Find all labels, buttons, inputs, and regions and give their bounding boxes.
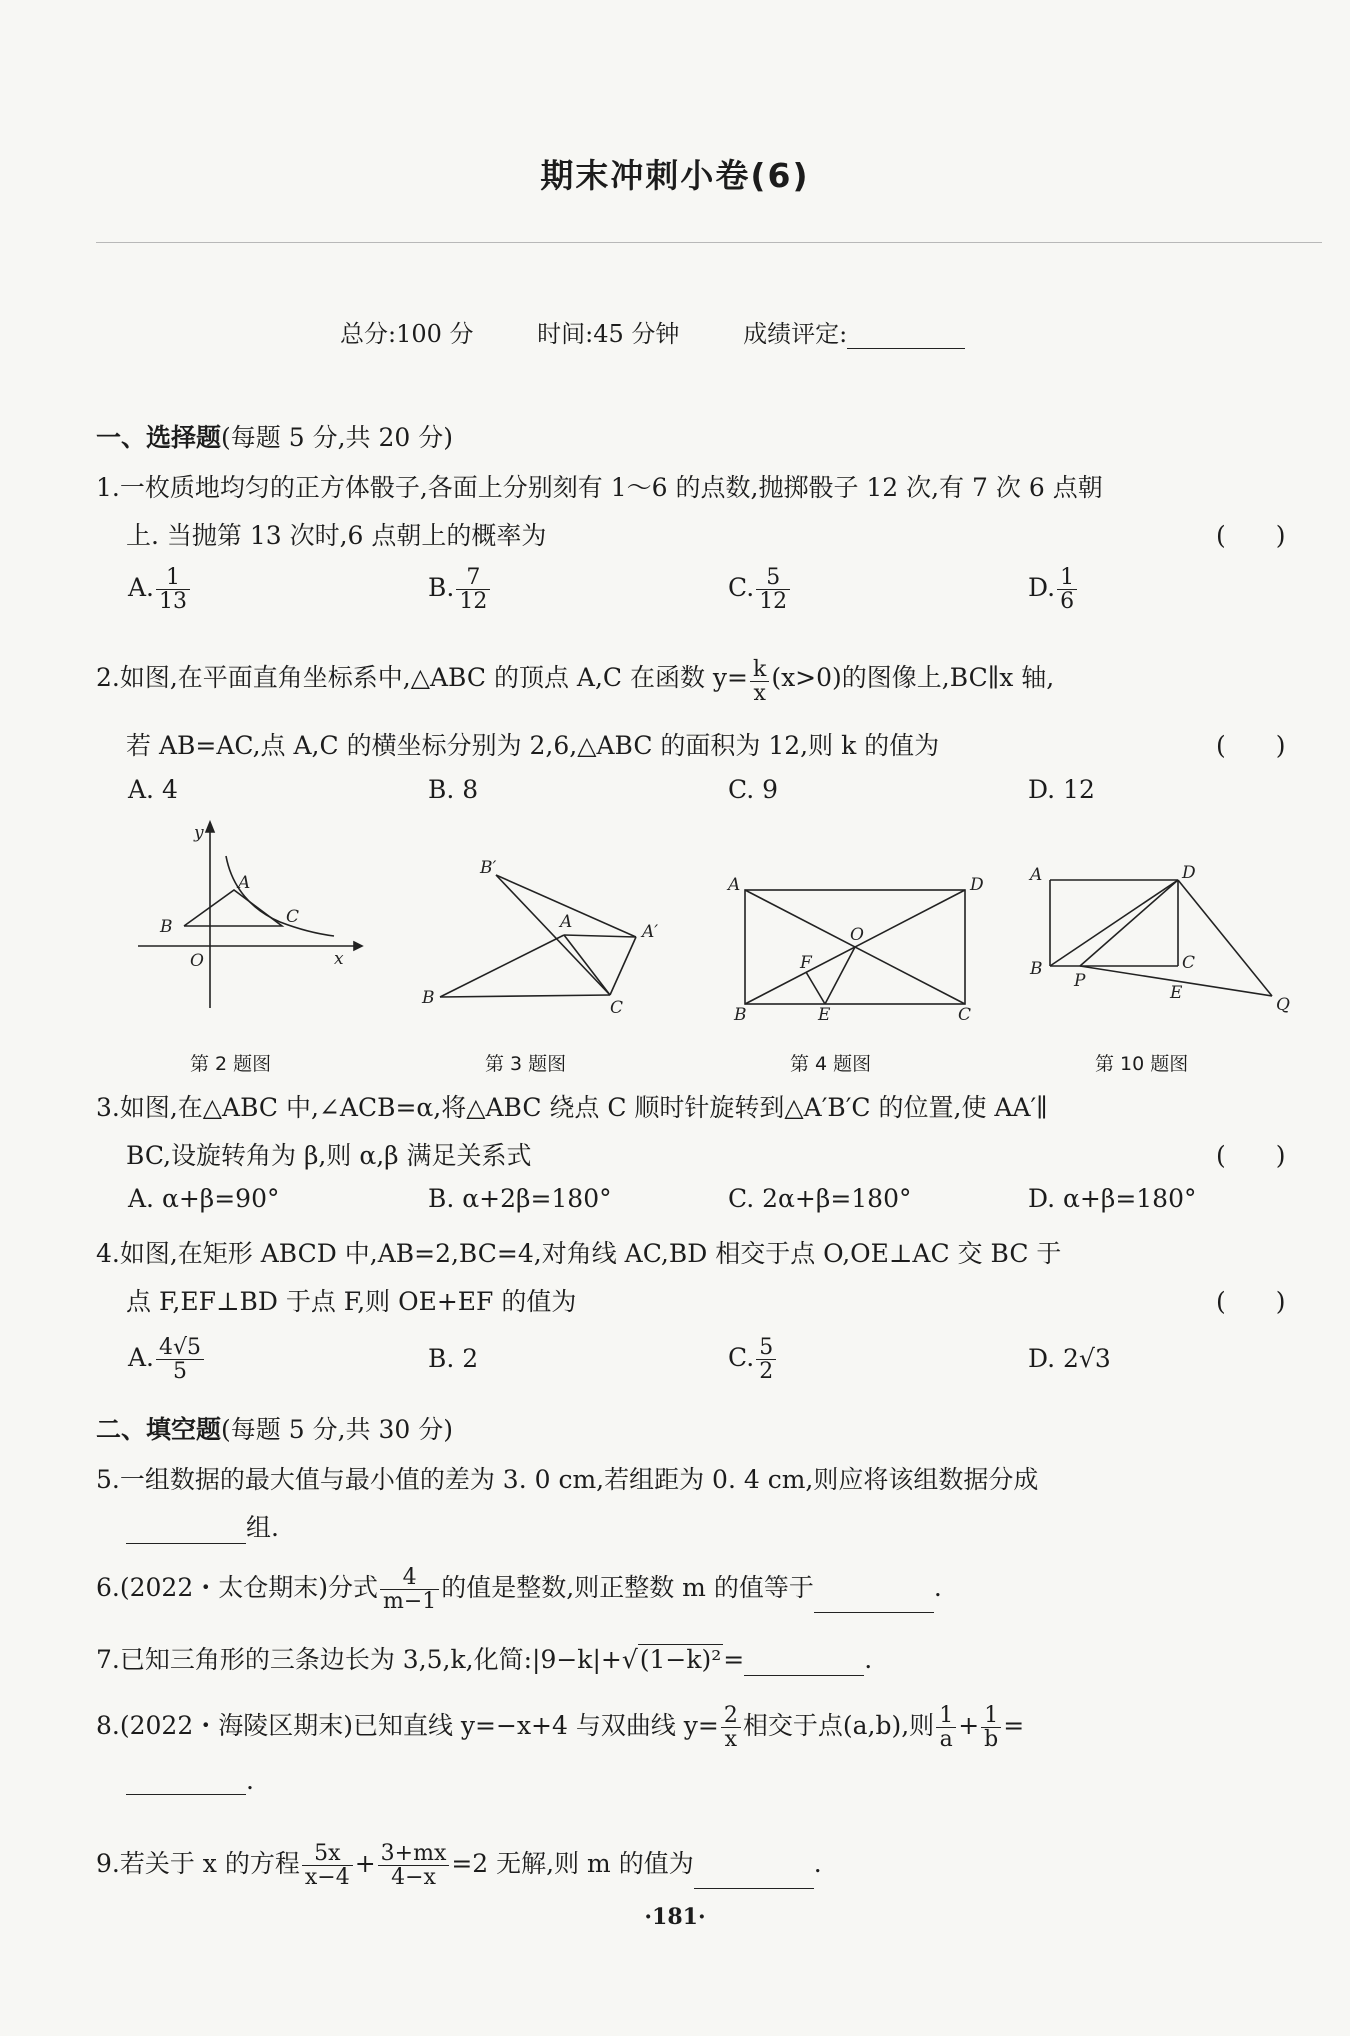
q5-line2: 组.	[126, 1508, 279, 1544]
q2-option-a[interactable]: A. 4	[128, 775, 178, 804]
q2-line1: 2.如图,在平面直角坐标系中,△ABC 的顶点 A,C 在函数 y= $\frac{k}{x}$ (x>0)的图像上,BC∥x 轴,	[96, 657, 1055, 707]
caption-fig4: 第 4 题图	[790, 1053, 872, 1075]
label-d: D	[1182, 863, 1196, 883]
q3-option-b[interactable]: B. α+2β=180°	[428, 1184, 612, 1213]
label-c: C	[286, 907, 300, 927]
label-a-prime: A′	[642, 922, 659, 942]
q3-line2: BC,设旋转角为 β,则 α,β 满足关系式	[126, 1141, 532, 1170]
q1-option-a[interactable]: A. $\frac{1}{13}$	[128, 566, 192, 613]
label-q: Q	[1276, 995, 1290, 1015]
q9-answer-blank[interactable]	[694, 1864, 814, 1889]
q2-option-b[interactable]: B. 8	[428, 775, 479, 804]
q3-option-a[interactable]: A. α+β=90°	[128, 1184, 280, 1213]
q4-option-a[interactable]: A. $\frac{4√5}{5}$	[128, 1336, 206, 1383]
q8-line2: .	[126, 1766, 254, 1795]
label-x: x	[334, 949, 344, 969]
figure-q4	[720, 870, 990, 1020]
label-a: A	[238, 873, 251, 893]
grade-label: 成绩评定:	[743, 320, 848, 348]
q4-option-b[interactable]: B. 2	[428, 1344, 479, 1373]
q1-line1: 1.一枚质地均匀的正方体骰子,各面上分别刻有 1～6 的点数,抛掷骰子 12 次,有 7 次 6 点朝	[96, 473, 1103, 502]
figure-q2	[130, 818, 370, 1018]
q4-line1: 4.如图,在矩形 ABCD 中,AB=2,BC=4,对角线 AC,BD 相交于点 O,OE⊥AC 交 BC 于	[96, 1239, 1062, 1268]
caption-fig10: 第 10 题图	[1095, 1053, 1189, 1075]
q2-option-c[interactable]: C. 9	[728, 775, 779, 804]
label-a: A	[560, 912, 573, 932]
q3-option-c[interactable]: C. 2α+β=180°	[728, 1184, 912, 1213]
q1-answer-paren[interactable]: ( )	[1216, 521, 1286, 550]
label-b-prime: B′	[480, 858, 497, 878]
q4-line2: 点 F,EF⊥BD 于点 F,则 OE+EF 的值为	[126, 1287, 577, 1316]
grade-blank[interactable]	[847, 324, 965, 349]
q5-answer-blank[interactable]	[126, 1519, 246, 1544]
label-y: y	[194, 823, 204, 843]
q6-line: 6.(2022・太仓期末)分式 $\frac{4}{m-1}$ 的值是整数,则正整数 m 的值等于 .	[96, 1565, 942, 1615]
label-c: C	[610, 998, 624, 1018]
label-b: B	[422, 988, 435, 1008]
q5-line1: 5.一组数据的最大值与最小值的差为 3. 0 cm,若组距为 0. 4 cm,则应将该组数据分成	[96, 1465, 1039, 1494]
q1-option-b[interactable]: B. $\frac{7}{12}$	[428, 566, 492, 613]
q4-option-c[interactable]: C. $\frac{5}{2}$	[728, 1336, 778, 1383]
q1-option-d[interactable]: D. $\frac{1}{6}$	[1028, 566, 1079, 613]
figure-q3	[418, 845, 668, 1020]
q2-option-d[interactable]: D. 12	[1028, 775, 1095, 804]
label-f: F	[800, 953, 812, 973]
page-title: 期末冲刺小卷(6)	[540, 156, 810, 195]
label-o: O	[190, 951, 204, 971]
label-a: A	[728, 875, 741, 895]
triangle-abc	[184, 890, 282, 926]
label-e: E	[818, 1005, 831, 1020]
q7-line: 7.已知三角形的三条边长为 3,5,k,化简:|9−k|+√(1−k)²= .	[96, 1645, 873, 1674]
total-score: 总分:100 分	[340, 320, 474, 348]
caption-fig2: 第 2 题图	[190, 1053, 272, 1075]
label-b: B	[734, 1005, 747, 1020]
q3-line1: 3.如图,在△ABC 中,∠ACB=α,将△ABC 绕点 C 顺时针旋转到△A′B′C 的位置,使 AA′∥	[96, 1093, 1048, 1122]
q7-answer-blank[interactable]	[744, 1651, 864, 1676]
q2-answer-paren[interactable]: ( )	[1216, 731, 1286, 760]
q4-answer-paren[interactable]: ( )	[1216, 1287, 1286, 1316]
label-o: O	[850, 925, 864, 945]
label-b: B	[160, 917, 173, 937]
q1-option-c[interactable]: C. $\frac{5}{12}$	[728, 566, 792, 613]
q8-answer-blank[interactable]	[126, 1770, 246, 1795]
q4-option-d[interactable]: D. 2√3	[1028, 1344, 1111, 1373]
title-divider	[96, 242, 1322, 243]
q3-answer-paren[interactable]: ( )	[1216, 1141, 1286, 1170]
q1-line2: 上. 当抛第 13 次时,6 点朝上的概率为	[126, 521, 547, 550]
label-c: C	[1182, 953, 1196, 973]
label-b: B	[1030, 959, 1043, 979]
label-d: D	[970, 875, 984, 895]
q8-line1: 8.(2022・海陵区期末)已知直线 y=−x+4 与双曲线 y= $\frac{2}{x}$ 相交于点(a,b),则 $\frac{1}{a}$ + $\frac{1}{b}$ =	[96, 1703, 1025, 1753]
exam-meta	[340, 314, 965, 349]
label-a: A	[1030, 865, 1043, 885]
label-c: C	[958, 1005, 972, 1020]
caption-fig3: 第 3 题图	[485, 1053, 567, 1075]
q9-line: 9.若关于 x 的方程 $\frac{5x}{x-4}$ + $\frac{3+mx}{4-x}$ =2 无解,则 m 的值为 .	[96, 1841, 822, 1891]
label-e: E	[1170, 983, 1183, 1003]
label-p: P	[1074, 971, 1086, 991]
q2-line2: 若 AB=AC,点 A,C 的横坐标分别为 2,6,△ABC 的面积为 12,则 k 的值为	[126, 731, 940, 760]
section-choice: 一、选择题(每题 5 分,共 20 分)	[96, 423, 453, 452]
q3-option-d[interactable]: D. α+β=180°	[1028, 1184, 1197, 1213]
section-fill: 二、填空题(每题 5 分,共 30 分)	[96, 1415, 453, 1444]
page-number: ·181·	[644, 1904, 706, 1930]
q6-answer-blank[interactable]	[814, 1588, 934, 1613]
figure-q10	[1020, 858, 1300, 1023]
time-limit: 时间:45 分钟	[537, 320, 680, 348]
